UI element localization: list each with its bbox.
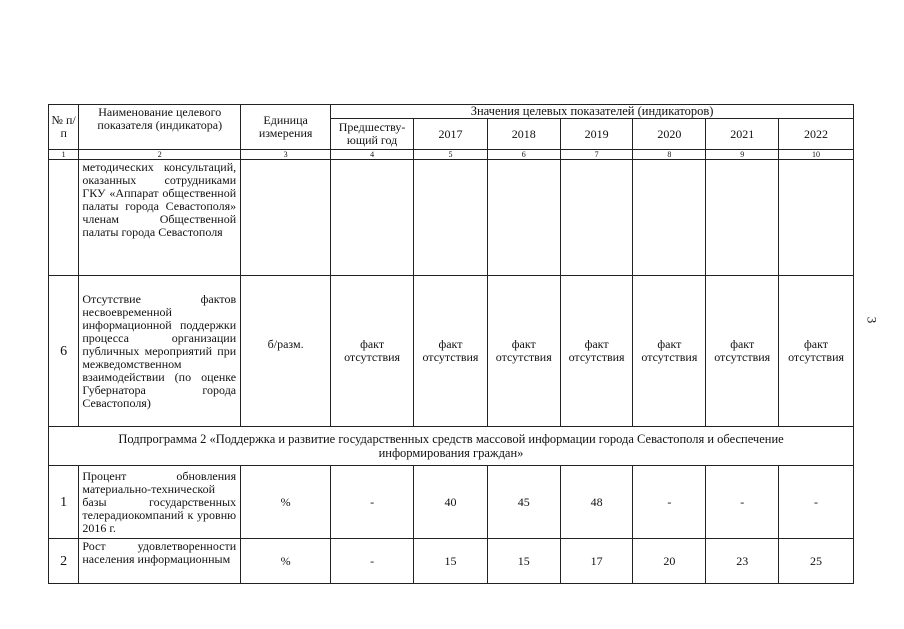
column-index: 5 — [414, 150, 488, 160]
row-num — [49, 160, 79, 276]
indicator-value: факт отсутствия — [414, 276, 488, 427]
indicator-value — [706, 160, 779, 276]
header-year: 2018 — [487, 119, 560, 150]
column-index: 4 — [331, 150, 414, 160]
header-year: 2022 — [779, 119, 854, 150]
header-num: № п/п — [49, 105, 79, 150]
table-row — [49, 539, 854, 584]
indicator-value: - — [706, 466, 779, 539]
header-unit: Единица измерения — [241, 105, 331, 150]
row-num: 6 — [49, 276, 79, 427]
column-index: 3 — [241, 150, 331, 160]
indicator-value: факт отсутствия — [633, 276, 706, 427]
header-name: Наименование целевого показателя (индикатора) — [79, 105, 241, 150]
header-year: 2019 — [560, 119, 633, 150]
indicator-value: 45 — [487, 466, 560, 539]
table-row — [49, 160, 854, 276]
header-year: 2020 — [633, 119, 706, 150]
indicator-value: факт отсутствия — [706, 276, 779, 427]
indicator-unit: % — [241, 466, 331, 539]
header-row — [49, 105, 854, 119]
table-row — [49, 276, 854, 427]
header-values-group: Значения целевых показателей (индикаторов) — [331, 105, 854, 119]
indicator-value — [414, 160, 488, 276]
column-index: 8 — [633, 150, 706, 160]
header-prev-year: Предшеству-ющий год — [331, 119, 414, 150]
indicator-value: - — [779, 466, 854, 539]
column-index: 7 — [560, 150, 633, 160]
column-index: 1 — [49, 150, 79, 160]
indicator-value: факт отсутствия — [331, 276, 414, 427]
column-index: 10 — [779, 150, 854, 160]
indicator-value: - — [331, 539, 414, 584]
indicator-unit: % — [241, 539, 331, 584]
indicator-value — [331, 160, 414, 276]
indicator-name: Процент обновления материально-технической базы государственных телерадиокомпаний к уровню 2016 г. — [79, 466, 241, 539]
indicator-value: 15 — [414, 539, 488, 584]
table-row — [49, 466, 854, 539]
indicator-value: факт отсутствия — [779, 276, 854, 427]
indicator-value: факт отсутствия — [487, 276, 560, 427]
indicator-value: 17 — [560, 539, 633, 584]
indicator-value: 48 — [560, 466, 633, 539]
column-index: 9 — [706, 150, 779, 160]
column-index: 6 — [487, 150, 560, 160]
indicator-value: 20 — [633, 539, 706, 584]
header-year: 2017 — [414, 119, 488, 150]
indicator-unit: б/разм. — [241, 276, 331, 427]
column-index-row — [49, 150, 854, 160]
indicator-value: - — [331, 466, 414, 539]
indicator-value: - — [633, 466, 706, 539]
indicators-table — [48, 104, 854, 584]
indicator-value: 40 — [414, 466, 488, 539]
indicator-value: факт отсутствия — [560, 276, 633, 427]
row-num: 2 — [49, 539, 79, 584]
indicator-value: 15 — [487, 539, 560, 584]
indicator-value: 23 — [706, 539, 779, 584]
indicator-value — [633, 160, 706, 276]
indicator-unit — [241, 160, 331, 276]
page-number: 3 — [864, 316, 880, 324]
indicator-name: методических консультаций, оказанных сотрудниками ГКУ «Аппарат общественной палаты города Севастополя» членам Общественной палаты города Севастополя — [79, 160, 241, 276]
indicator-name: Отсутствие фактов несвоевременной информационной поддержки процесса организации публичных мероприятий при межведомственном взаимодействии (по оценке Губернатора города Севастополя) — [79, 276, 241, 427]
indicator-value — [779, 160, 854, 276]
indicator-value — [487, 160, 560, 276]
row-num: 1 — [49, 466, 79, 539]
indicator-value: 25 — [779, 539, 854, 584]
subprogram-row — [49, 427, 854, 466]
header-year: 2021 — [706, 119, 779, 150]
subprogram-title: Подпрограмма 2 «Поддержка и развитие государственных средств массовой информации города Севастополя и обеспечение информирования граждан» — [49, 427, 854, 466]
indicator-value — [560, 160, 633, 276]
column-index: 2 — [79, 150, 241, 160]
indicator-name: Рост удовлетворенности населения информационным — [79, 539, 241, 584]
